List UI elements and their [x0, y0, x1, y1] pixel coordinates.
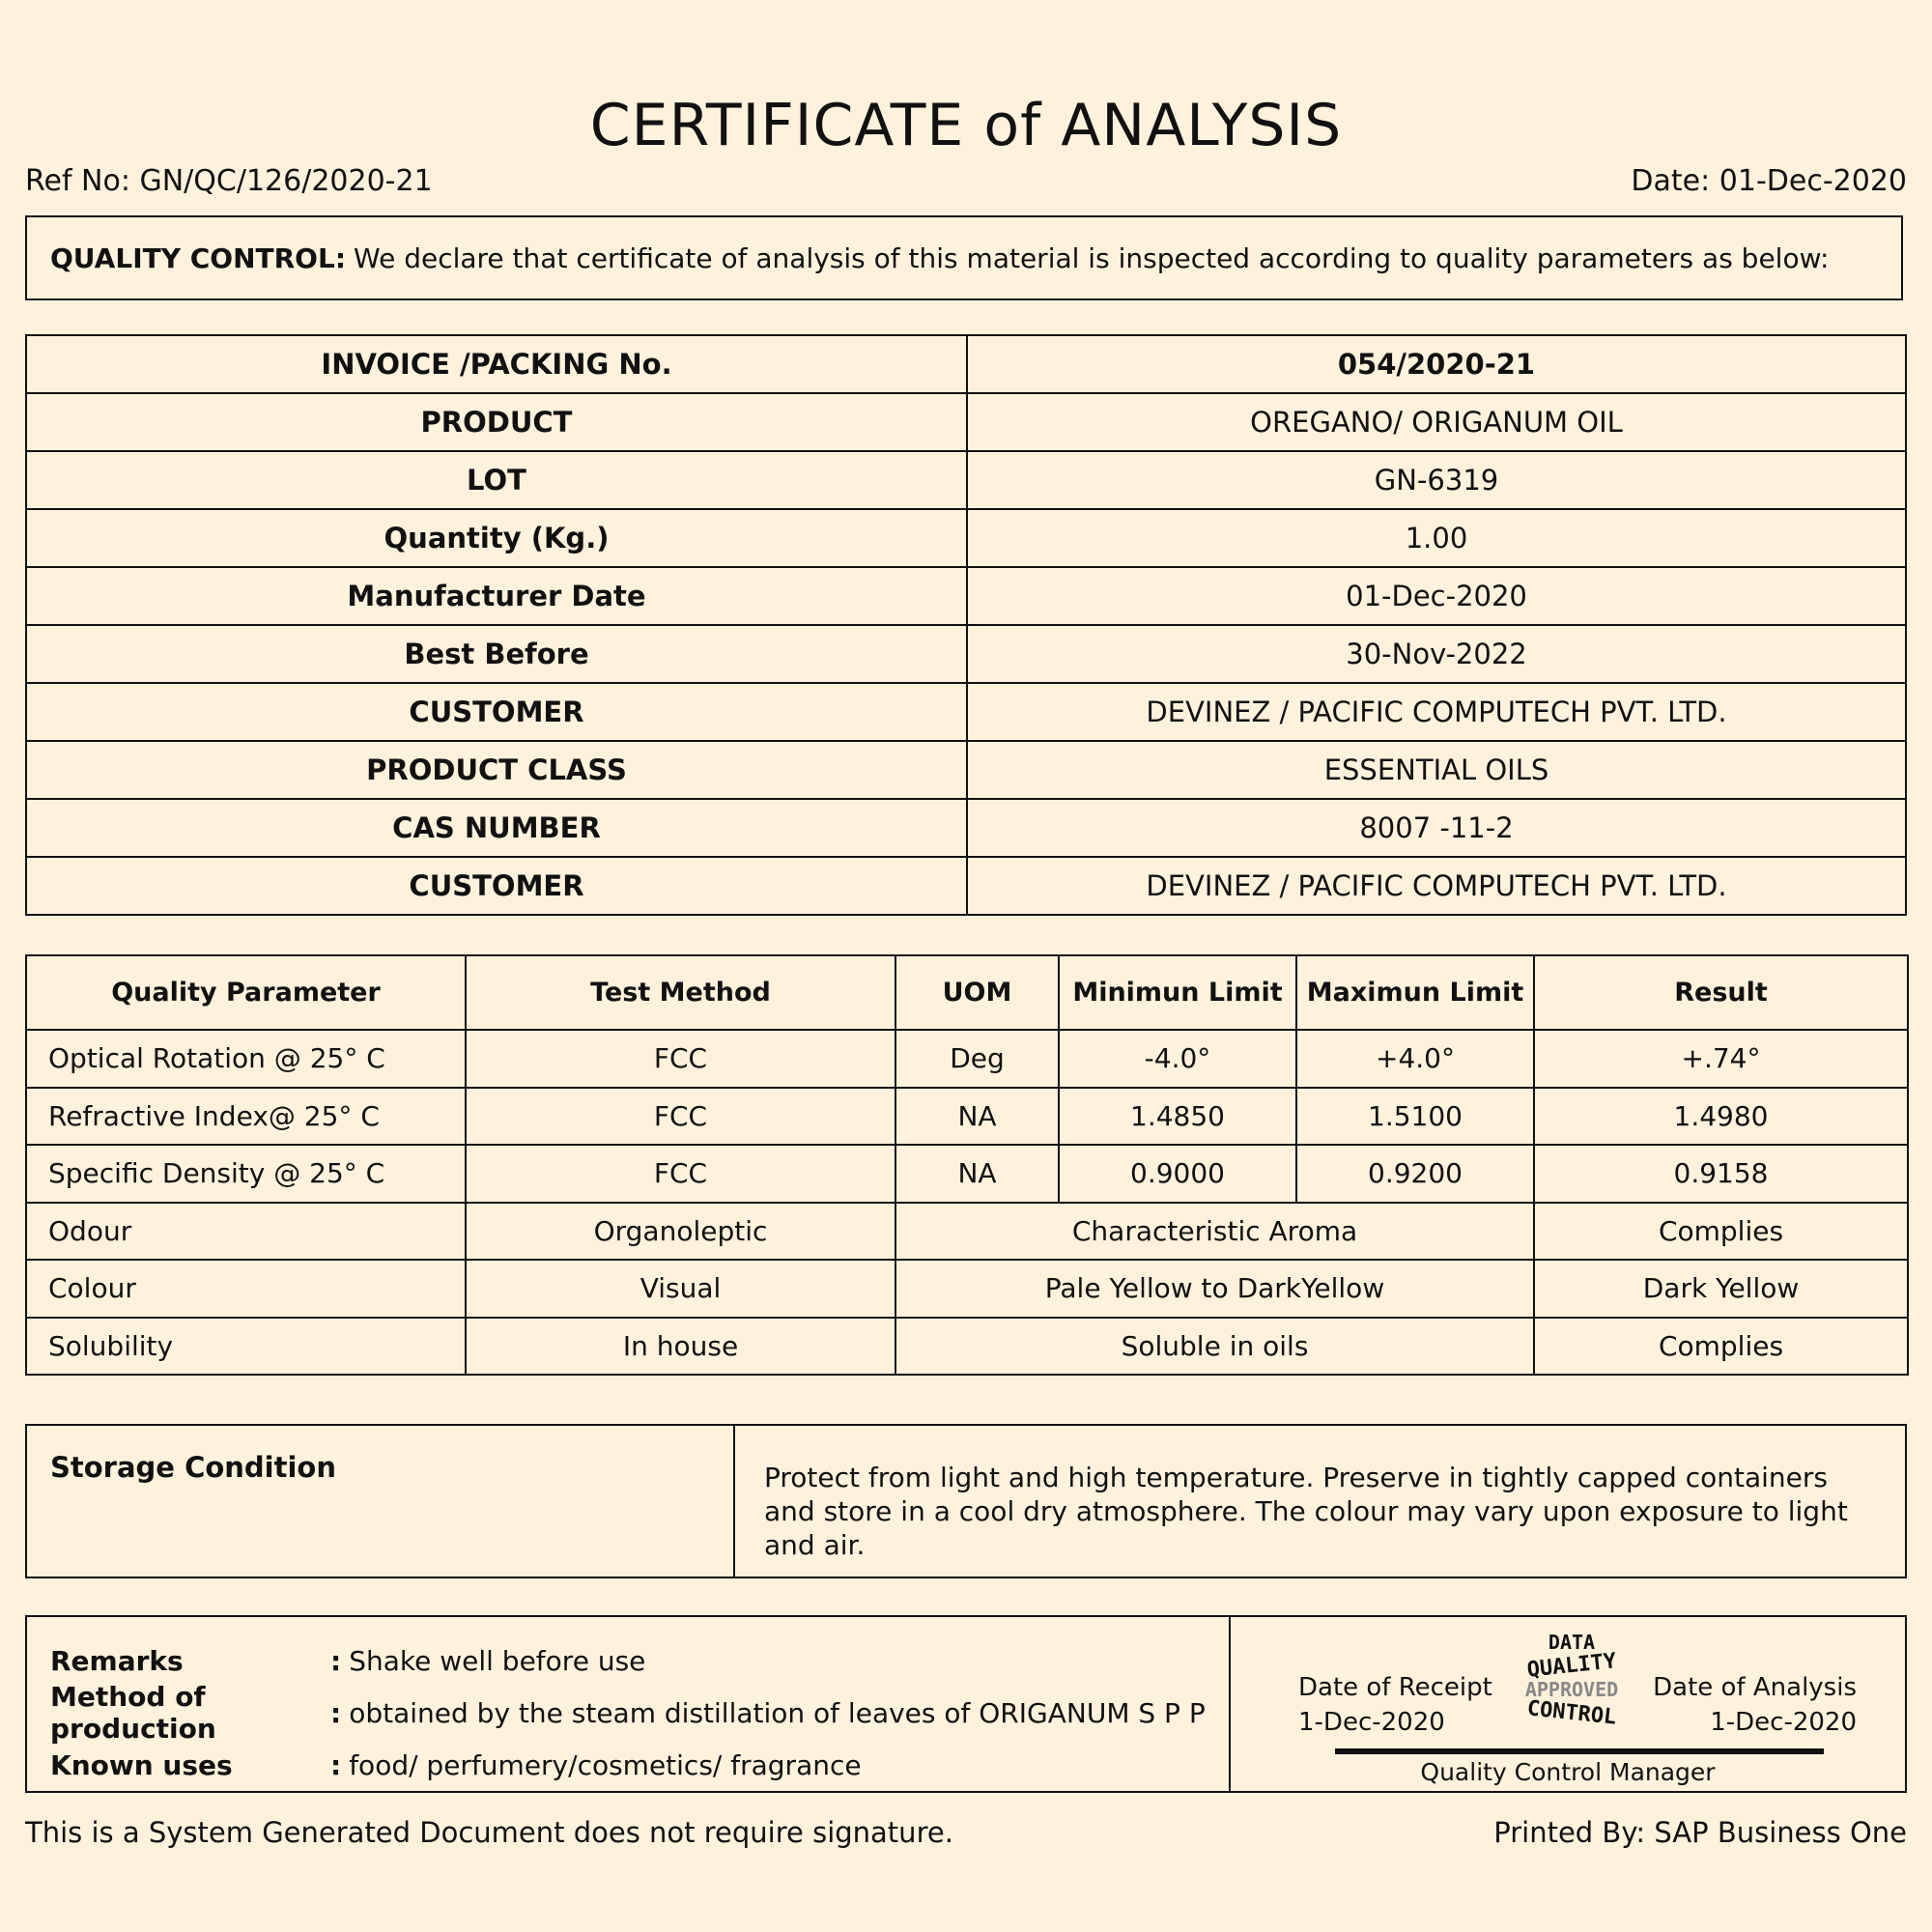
info-key: CUSTOMER — [26, 857, 967, 915]
method-cell: Visual — [466, 1260, 895, 1318]
table-row — [26, 1145, 1908, 1203]
table-row — [26, 1425, 1906, 1577]
param-cell: Solubility — [26, 1318, 466, 1376]
info-key: Quantity (Kg.) — [26, 509, 967, 567]
table-row — [26, 1088, 1908, 1146]
min-cell: 1.4850 — [1059, 1088, 1296, 1146]
result-cell: Complies — [1534, 1318, 1908, 1376]
spec-cell: Pale Yellow to DarkYellow — [895, 1260, 1534, 1318]
param-cell: Odour — [26, 1203, 466, 1261]
info-key: CAS NUMBER — [26, 799, 967, 857]
info-value: DEVINEZ / PACIFIC COMPUTECH PVT. LTD. — [967, 683, 1906, 741]
remarks-table — [25, 1615, 1907, 1793]
max-cell: 1.5100 — [1296, 1088, 1534, 1146]
result-cell: Complies — [1534, 1203, 1908, 1261]
remark-key: Method of production — [50, 1681, 216, 1745]
remark-value: Shake well before use — [349, 1644, 646, 1677]
remark-key: Known uses — [50, 1748, 233, 1781]
column-header: Result — [1534, 955, 1908, 1030]
info-value: DEVINEZ / PACIFIC COMPUTECH PVT. LTD. — [967, 857, 1906, 915]
info-value: 30-Nov-2022 — [967, 625, 1906, 683]
stamp-text: DATA — [1548, 1631, 1596, 1654]
remark-key: Remarks — [50, 1644, 184, 1677]
table-row — [26, 1260, 1908, 1318]
table-row — [26, 335, 1906, 393]
analysis-date: 1-Dec-2020 — [1710, 1708, 1857, 1737]
method-cell: FCC — [466, 1145, 895, 1203]
quality-control-label: QUALITY CONTROL: — [50, 242, 347, 274]
quality-control-declaration — [25, 215, 1903, 300]
min-cell: 0.9000 — [1059, 1145, 1296, 1203]
analysis-label: Date of Analysis — [1653, 1673, 1857, 1702]
approval-section — [1230, 1616, 1906, 1792]
spec-cell: Soluble in oils — [895, 1318, 1534, 1376]
info-value: 1.00 — [967, 509, 1906, 567]
stamp-text: CONTROL — [1525, 1696, 1618, 1730]
remark-value: food/ perfumery/cosmetics/ fragrance — [349, 1748, 862, 1781]
param-cell: Specific Density @ 25° C — [26, 1145, 466, 1203]
min-cell: -4.0° — [1059, 1030, 1296, 1088]
stamp-text: QUALITY — [1525, 1649, 1618, 1683]
table-row — [26, 1318, 1908, 1376]
column-header: Maximun Limit — [1296, 955, 1534, 1030]
signature-line — [1335, 1748, 1824, 1754]
remarks-section — [26, 1616, 1230, 1792]
info-value: 8007 -11-2 — [967, 799, 1906, 857]
storage-label: Storage Condition — [26, 1425, 734, 1577]
table-row — [26, 683, 1906, 741]
info-key: Best Before — [26, 625, 967, 683]
document-date: Date: 01-Dec-2020 — [1631, 164, 1907, 198]
result-cell: 1.4980 — [1534, 1088, 1908, 1146]
table-row — [26, 857, 1906, 915]
result-cell: +.74° — [1534, 1030, 1908, 1088]
info-key: LOT — [26, 451, 967, 509]
info-key: PRODUCT — [26, 393, 967, 451]
remark-row: Remarks : Shake well before use — [50, 1644, 646, 1677]
table-row — [26, 741, 1906, 799]
method-cell: FCC — [466, 1088, 895, 1146]
uom-cell: NA — [895, 1088, 1059, 1146]
info-key: Manufacturer Date — [26, 567, 967, 625]
footer-note: This is a System Generated Document does not require signature. — [25, 1816, 953, 1849]
column-header: Test Method — [466, 955, 895, 1030]
document-title: CERTIFICATE of ANALYSIS — [589, 92, 1343, 159]
quality-parameters-table — [25, 954, 1909, 1376]
method-cell: FCC — [466, 1030, 895, 1088]
quality-control-text: We declare that certificate of analysis of this material is inspected according to quality parameters as below: — [354, 242, 1830, 274]
method-cell: Organoleptic — [466, 1203, 895, 1261]
info-value: 01-Dec-2020 — [967, 567, 1906, 625]
table-row — [26, 567, 1906, 625]
param-cell: Colour — [26, 1260, 466, 1318]
param-cell: Refractive Index@ 25° C — [26, 1088, 466, 1146]
remark-value: obtained by the steam distillation of leaves of ORIGANUM S P P — [349, 1696, 1206, 1729]
table-row — [26, 509, 1906, 567]
method-cell: In house — [466, 1318, 895, 1376]
uom-cell: NA — [895, 1145, 1059, 1203]
max-cell: 0.9200 — [1296, 1145, 1534, 1203]
spec-cell: Characteristic Aroma — [895, 1203, 1534, 1261]
info-key: CUSTOMER — [26, 683, 967, 741]
info-key: INVOICE /PACKING No. — [26, 335, 967, 393]
table-row — [26, 1030, 1908, 1088]
table-header-row — [26, 955, 1908, 1030]
info-value: 054/2020-21 — [967, 335, 1906, 393]
product-info-table — [25, 334, 1907, 916]
table-row — [26, 799, 1906, 857]
signatory-title: Quality Control Manager — [1420, 1758, 1716, 1786]
remark-row: Known uses : food/ perfumery/cosmetics/ fragrance — [50, 1748, 862, 1781]
ref-number: Ref No: GN/QC/126/2020-21 — [25, 164, 433, 198]
quality-stamp — [1499, 1631, 1644, 1730]
info-value: OREGANO/ ORIGANUM OIL — [967, 393, 1906, 451]
storage-condition-table — [25, 1424, 1907, 1578]
storage-text: Protect from light and high temperature. Preserve in tightly capped containers and store in a cool dry atmosphere. The colour may vary upon exposure to light and air. — [734, 1425, 1906, 1577]
param-cell: Optical Rotation @ 25° C — [26, 1030, 466, 1088]
column-header: Minimun Limit — [1059, 955, 1296, 1030]
receipt-label: Date of Receipt — [1298, 1673, 1492, 1702]
info-key: PRODUCT CLASS — [26, 741, 967, 799]
table-row — [26, 451, 1906, 509]
stamp-text: APPROVED — [1524, 1678, 1619, 1701]
info-value: GN-6319 — [967, 451, 1906, 509]
info-value: ESSENTIAL OILS — [967, 741, 1906, 799]
table-row — [26, 1616, 1906, 1792]
result-cell: 0.9158 — [1534, 1145, 1908, 1203]
table-row — [26, 393, 1906, 451]
max-cell: +4.0° — [1296, 1030, 1534, 1088]
column-header: UOM — [895, 955, 1059, 1030]
remark-row: Method of production : obtained by the steam distillation of leaves of ORIGANUM S P P — [50, 1681, 1206, 1745]
printed-by: Printed By: SAP Business One — [1493, 1816, 1907, 1849]
uom-cell: Deg — [895, 1030, 1059, 1088]
table-row — [26, 625, 1906, 683]
table-row — [26, 1203, 1908, 1261]
column-header: Quality Parameter — [26, 955, 466, 1030]
result-cell: Dark Yellow — [1534, 1260, 1908, 1318]
receipt-date: 1-Dec-2020 — [1298, 1708, 1445, 1737]
